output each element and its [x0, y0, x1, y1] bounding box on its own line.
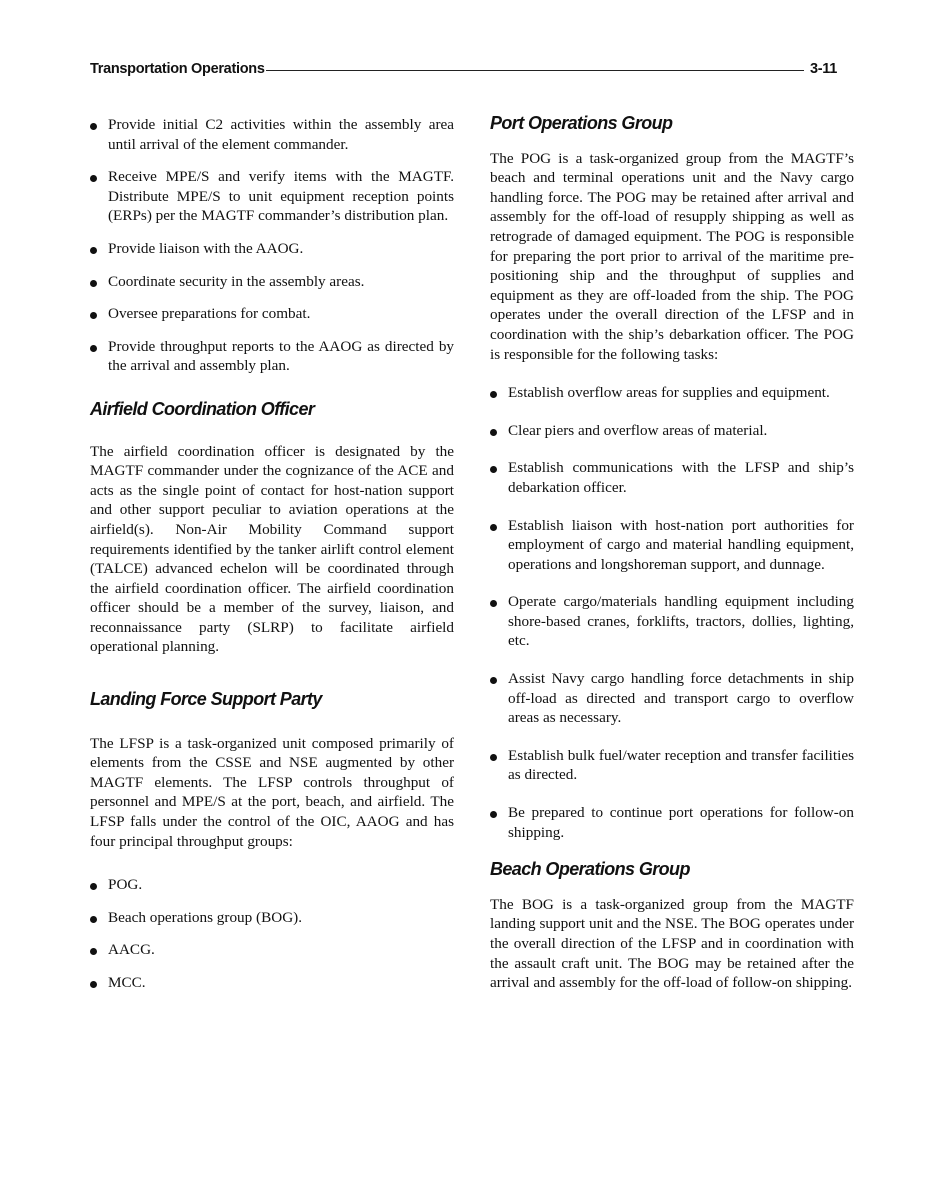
bullet-icon	[490, 524, 497, 531]
section-heading-port-operations-group: Port Operations Group	[490, 113, 673, 133]
list-item: MCC.	[90, 973, 454, 993]
bullet-icon	[90, 175, 97, 182]
section-heading-airfield-coordination-officer: Airfield Coordination Officer	[90, 398, 315, 419]
bullet-icon	[490, 754, 497, 761]
left-column	[90, 112, 454, 1006]
bullet-icon	[490, 466, 497, 473]
header-title: Transportation Operations	[90, 61, 265, 77]
lfsp-paragraph: The LFSP is a task-organized unit composed primarily of elements from the CSSE and NSE augmented by other MAGTF elements. The LFSP controls throughput of personnel and MPE/S at the port, beach, and airfield. The LFSP falls under the control of the OIC, AAOG and has four principal throughput groups:	[90, 734, 454, 850]
list-item: Establish communications with the LFSP and ship’s debarkation officer.	[490, 458, 854, 497]
bullet-icon	[90, 345, 97, 352]
list-item: Coordinate security in the assembly areas.	[90, 272, 454, 292]
list-item: Establish liaison with host-nation port authorities for employment of cargo and material handling equipment, operations and longshoreman support, and dunnage.	[490, 516, 854, 575]
assembly-duties-list	[90, 115, 454, 376]
list-item: Provide throughput reports to the AAOG as directed by the arrival and assembly plan.	[90, 337, 454, 376]
list-item: Oversee preparations for combat.	[90, 304, 454, 324]
bullet-icon	[90, 883, 97, 890]
bullet-icon	[490, 811, 497, 818]
list-item: Receive MPE/S and verify items with the MAGTF. Distribute MPE/S to unit equipment reception points (ERPs) per the MAGTF commander’s distribution plan.	[90, 167, 454, 226]
section-heading-landing-force-support-party: Landing Force Support Party	[90, 689, 322, 710]
bullet-icon	[490, 600, 497, 607]
list-item: Operate cargo/materials handling equipment including shore-based cranes, forklifts, tractors, dollies, lighting, etc.	[490, 592, 854, 651]
section-heading-beach-operations-group: Beach Operations Group	[490, 859, 690, 880]
list-item: Assist Navy cargo handling force detachments in ship off-load as directed and transport cargo to overflow areas as necessary.	[490, 669, 854, 728]
bullet-icon	[490, 391, 497, 398]
throughput-groups-list	[90, 875, 454, 992]
bullet-icon	[90, 916, 97, 923]
list-item: Be prepared to continue port operations for follow-on shipping.	[490, 803, 854, 842]
bullet-icon	[490, 429, 497, 436]
list-item: Establish bulk fuel/water reception and transfer facilities as directed.	[490, 746, 854, 785]
pog-paragraph: The POG is a task-organized group from the MAGTF’s beach and terminal operations unit and the Navy cargo handling force. The POG may be retained after arrival and assembly for the off-load of resupply shipping as well as retrograde of damaged equipment. The POG is responsible for preparing the port prior to arrival of the maritime pre-positioning ship and the throughput of supplies and equipment as they are off-loaded from the ship. The POG operates under the overall direction of the LFSP and in coordination with the ship’s debarkation officer. The POG is responsible for the following tasks:	[490, 149, 854, 363]
page-number: 3-11	[809, 61, 837, 77]
header-rule	[266, 70, 804, 71]
list-item: Clear piers and overflow areas of material.	[490, 421, 854, 441]
bullet-icon	[90, 123, 97, 130]
right-column	[490, 112, 854, 993]
airfield-coordination-paragraph: The airfield coordination officer is designated by the MAGTF commander under the cognizance of the ACE and acts as the single point of contact for host-nation support and other support peculiar to aviation operations at the airfield(s). Non-Air Mobility Command support requirements identified by the tanker airlift control element (TALCE) advanced echelon will be coordinated through the airfield coordination officer. The airfield coordination officer should be a member of the survey, liaison, and reconnaissance party (SLRP) to facilitate airfield operational planning.	[90, 442, 454, 656]
bullet-icon	[90, 948, 97, 955]
bullet-icon	[90, 247, 97, 254]
list-item: Provide liaison with the AAOG.	[90, 239, 454, 259]
list-item: AACG.	[90, 940, 454, 960]
bullet-icon	[90, 981, 97, 988]
pog-tasks-list	[490, 383, 854, 842]
list-item: POG.	[90, 875, 454, 895]
bullet-icon	[90, 280, 97, 287]
list-item: Establish overflow areas for supplies and equipment.	[490, 383, 854, 403]
bog-paragraph: The BOG is a task-organized group from the MAGTF landing support unit and the NSE. The BOG operates under the overall direction of the LFSP and in coordination with the assault craft unit. The BOG may be retained after the arrival and assembly for the off-load of follow-on shipping.	[490, 895, 854, 992]
list-item: Beach operations group (BOG).	[90, 908, 454, 928]
bullet-icon	[490, 677, 497, 684]
bullet-icon	[90, 312, 97, 319]
running-header	[90, 59, 837, 79]
list-item: Provide initial C2 activities within the assembly area until arrival of the element commander.	[90, 115, 454, 154]
